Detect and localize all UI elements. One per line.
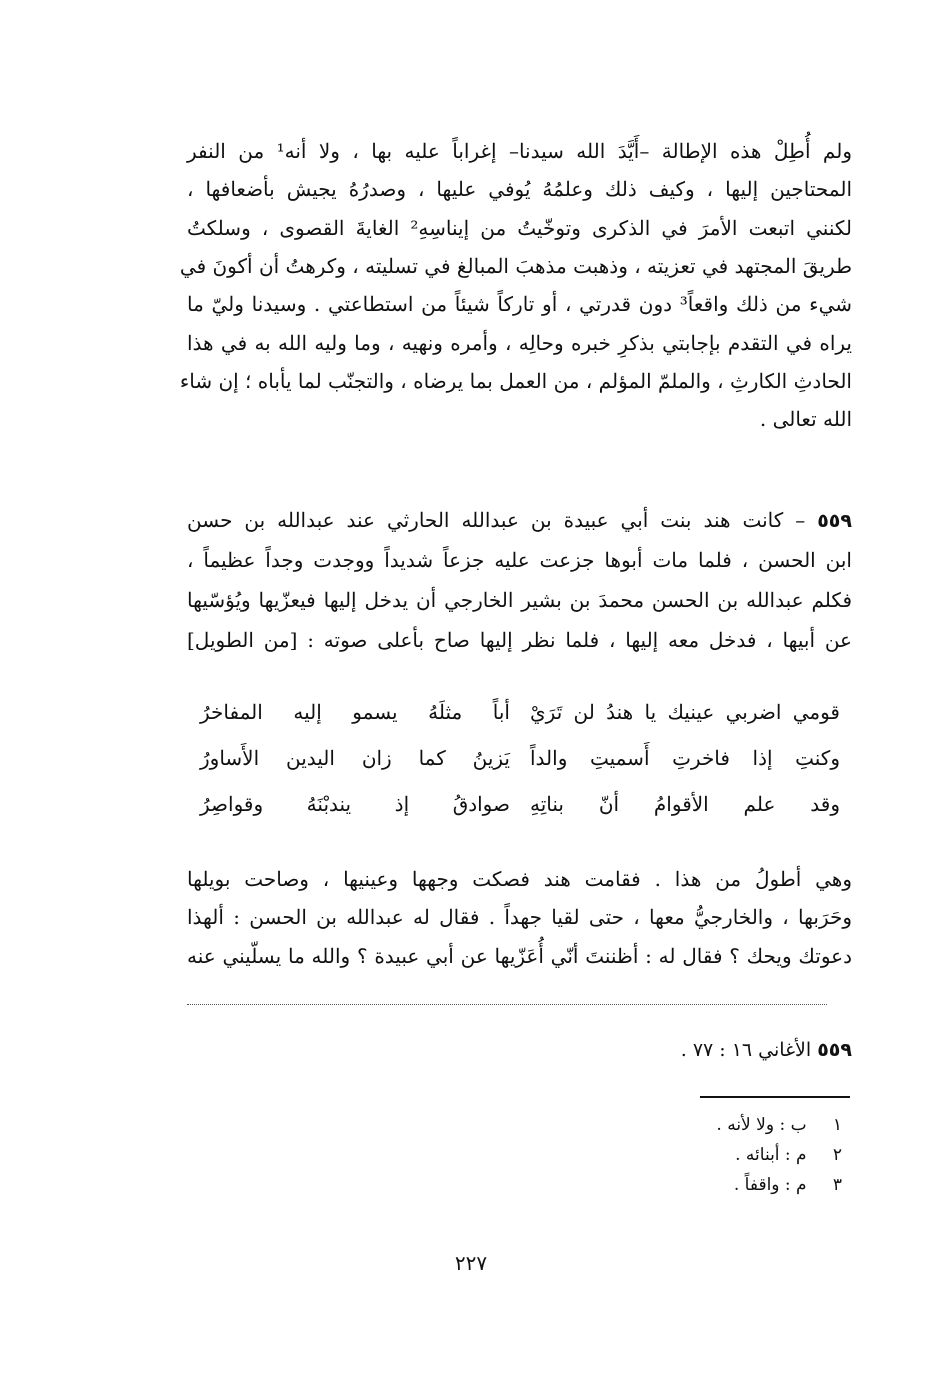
text-line: – كانت هند بنت أبي عبيدة بن عبدالله الحارثي عند عبدالله بن حسن — [187, 508, 806, 532]
entry-number: ٥٥٩ — [817, 510, 852, 532]
verse-first-hemistich: وكنتِ إذا فاخرتِ أَسميتِ والداً — [530, 746, 840, 770]
footnote-text: م : واقفاً . — [733, 1175, 807, 1195]
verse-second-hemistich: صوادقُ إذ يندبْنَهُ وقواصِرُ — [200, 792, 510, 816]
text-line: يراه في التقدم بإجابتي بذكرِ خبره وحالِه ، وأمره ونهيه ، وما وليه الله به في هذا — [187, 331, 852, 355]
text-line: فكلم عبدالله بن الحسن محمدَ بن بشير الخارجي أن يدخل إليها فيعزّيها ويُؤسّيها — [187, 588, 852, 612]
source-reference — [420, 1036, 852, 1064]
source-entry-number: ٥٥٩ — [817, 1039, 852, 1061]
footnotes — [582, 1110, 842, 1200]
paragraph-entry-559 — [187, 505, 852, 665]
text-line: لكنني اتبعت الأمرَ في الذكرى وتوخّيتُ من إيناسِهِ² الغايةَ القصوى ، وسلكتُ — [187, 216, 853, 240]
poem — [200, 692, 840, 832]
footnote-text: م : أبنائه . — [735, 1145, 807, 1165]
footnote-text: ب : ولا لأنه . — [716, 1115, 807, 1135]
dotted-separator — [187, 1004, 827, 1005]
text-line: الحادثِ الكارثِ ، والملمّ المؤلم ، من العمل بما يرضاه ، والتجنّب لما يأباه ؛ إن شاء — [179, 369, 852, 393]
verse-first-hemistich: وقد علم الأقوامُ أنّ بناتِهِ — [530, 792, 840, 816]
text-line: الله تعالى . — [759, 407, 852, 431]
verse-first-hemistich: قومي اضربي عينيك يا هندُ لن تَرَيْ — [530, 700, 840, 724]
paragraph-3 — [187, 864, 852, 984]
text-line: المحتاجين إليها ، وكيف ذلك وعلمُهُ يُوفي عليها ، وصدرُهُ يجيش بأضعافها ، — [187, 177, 852, 201]
source-text: الأغاني ١٦ : ٧٧ . — [680, 1039, 812, 1061]
poem-verse — [200, 738, 840, 778]
page-number: ٢٢٧ — [454, 1251, 488, 1275]
text-line: دعوتك ويحك ؟ فقال له : أظننتَ أنّي أُعَزّيها عن أبي عبيدة ؟ والله ما يسلّيني عنه — [187, 944, 852, 968]
text-line: ولم أُطِلْ هذه الإطالة –أَيَّدَ الله سيدنا– إغراباً عليه بها ، ولا أنه¹ من النفر — [187, 139, 852, 163]
text-line-with-entry-number — [187, 505, 852, 536]
footnote — [582, 1170, 842, 1200]
footnote-number: ٢ — [832, 1145, 842, 1165]
text-line: عن أبيها ، فدخل معه إليها ، فلما نظر إليها صاح بأعلى صوته : [من الطويل] — [187, 628, 852, 652]
text-line: وهي أطولُ من هذا . فقامت هند فصكت وجهها وعينيها ، وصاحت بويلها — [187, 867, 852, 891]
poem-verse — [200, 784, 840, 824]
text-line: شيء من ذلك واقعاً³ دون قدرتي ، أو تاركاً شيئاً من استطاعتي . وسيدنا وليّ ما — [187, 292, 853, 316]
footnote — [582, 1110, 842, 1140]
verse-second-hemistich: يَزينُ كما زان اليدين الأَساورُ — [200, 746, 510, 770]
footnote — [582, 1140, 842, 1170]
footnote-number: ٣ — [832, 1175, 842, 1195]
text-line: طريقَ المجتهد في تعزيته ، وذهبت مذهبَ المبالغ في تسليته ، وكرهتُ أن أكونَ في — [179, 254, 852, 278]
poem-verse — [200, 692, 840, 732]
text-line: ابن الحسن ، فلما مات أبوها جزعت عليه جزعاً شديداً ووجدت وجداً عظيماً ، — [187, 548, 852, 572]
footnote-number: ١ — [832, 1115, 842, 1135]
text-line: وحَرَبها ، والخارجيُّ معها ، حتى لقيا جهداً . فقال له عبدالله بن الحسن : ألهذا — [187, 905, 852, 929]
paragraph-1 — [179, 136, 853, 431]
verse-second-hemistich: أباً مثلَهُ يسمو إليه المفاخرُ — [200, 700, 510, 724]
footnote-separator — [700, 1096, 850, 1098]
